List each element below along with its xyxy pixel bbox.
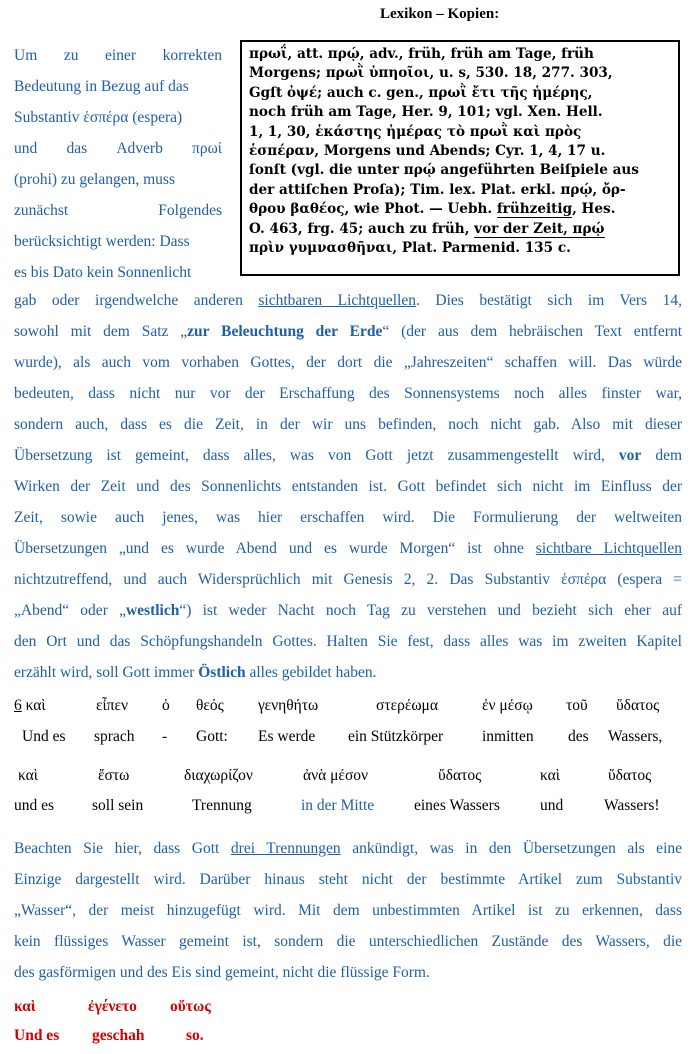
verse6-german-row-1 <box>0 728 699 752</box>
commentary-line: des gasförmigen und des Eis sind gemeint, nicht die flüssige Form. <box>14 964 430 981</box>
german-word: Und es <box>14 1027 60 1044</box>
verse-end-greek-row <box>0 998 699 1022</box>
intro-line-8: es bis Dato kein Sonnenlicht <box>14 264 192 281</box>
lexicon-line: 1, 1, 30, ἑκάστης ἡμέρας τὸ πρωῒ καὶ πρὸς <box>249 123 582 140</box>
page-header: Lexikon – Kopien: <box>380 6 500 22</box>
lexicon-excerpt <box>240 40 680 276</box>
lexicon-line: πρὶν γυμνασθῆναι, Plat. Parmenid. 135 c. <box>249 240 571 257</box>
verse6-greek-row-1 <box>0 697 699 721</box>
greek-word: ὕδατος <box>616 697 660 714</box>
main-line: Zeit, sowie auch jenes, was hier erschaffen wird. Die Formulierung der weltweiten <box>14 509 682 526</box>
lexicon-line: θρου βαθέος, wie Phot. — Uebh. frühzeitig, Hes. <box>249 201 616 218</box>
commentary-line: „Wasser“, der meist hinzugefügt wird. Mit dem unbestimmten Artikel ist zu erkennen, dass <box>14 902 682 919</box>
greek-word: ὁ <box>162 697 170 714</box>
greek-word: εἶπεν <box>96 697 129 714</box>
main-line: sondern auch, dass es die Zeit, in der wir uns befinden, noch nicht gab. Also mit dieser <box>14 416 682 433</box>
greek-word: διαχωρίζον <box>184 767 253 784</box>
lexicon-line: ſonſt (vgl. die unter πρῴ angeführten Beiſpiele aus <box>249 162 639 179</box>
greek-word: ἔστω <box>98 767 130 784</box>
german-word: inmitten <box>482 728 534 745</box>
german-word: des <box>568 728 589 745</box>
intro-line-2: Bedeutung in Bezug auf das <box>14 78 189 95</box>
german-word: in der Mitte <box>301 797 375 814</box>
main-line: den Ort und das Schöpfungshandeln Gottes. Halten Sie fest, dass alles was im zweiten Kapitel <box>14 633 682 650</box>
intro-line-1: Um zu einer korrekten <box>14 47 222 64</box>
main-line: gab oder irgendwelche anderen sichtbaren Lichtquellen. Dies bestätigt sich im Vers 14, <box>14 292 683 309</box>
commentary-line: Beachten Sie hier, dass Gott drei Trennungen ankündigt, was in den Übersetzungen als eine <box>14 840 682 857</box>
main-line: Wirken der Zeit und des Sonnenlichts entstanden ist. Gott befindet sich nicht im Einfluss der <box>14 478 682 495</box>
lexicon-line: Morgens; πρωῒ ὑπηοῖοι, u. s, 530. 18, 277. 303, <box>249 65 613 82</box>
lexicon-line: Ggſt ὀψέ; auch c. gen., πρωῒ ἔτι τῆς ἡμέρης, <box>249 84 593 101</box>
main-line: wurde), als auch vom vorhaben Gottes, der dort die „Jahreszeiten“ schaffen will. Das würde <box>14 354 682 371</box>
greek-word: καὶ <box>540 767 560 784</box>
commentary-paragraph <box>14 833 682 988</box>
greek-word: στερέωμα <box>376 697 438 714</box>
german-word: sprach <box>94 728 135 745</box>
greek-word: γενηθήτω <box>258 697 319 714</box>
lexicon-line: O. 463, frg. 45; auch zu früh, vor der Zeit, πρῴ <box>249 220 605 237</box>
german-word: geschah <box>92 1027 145 1044</box>
german-word: so. <box>186 1027 204 1044</box>
intro-line-6: zunächst Folgendes <box>14 202 222 219</box>
main-line: Übersetzung ist gemeint, dass alles, was von Gott jetzt zusammengestellt wird, vor dem <box>14 447 683 464</box>
greek-word: οὕτως <box>170 998 211 1015</box>
main-line: bedeuten, dass nicht nur vor der Erschaffung des Sonnensystems noch alles finster war, <box>14 385 682 402</box>
greek-word: τοῦ <box>566 697 588 714</box>
german-word: Wassers, <box>608 728 663 745</box>
lexicon-line: der attiſchen Proſa); Tim. lex. Plat. erkl. πρῴ, ὄρ- <box>249 181 626 198</box>
german-word: und <box>540 797 564 814</box>
greek-word: καὶ <box>18 767 38 784</box>
verse-number: 6 καὶ <box>14 697 46 714</box>
greek-word: ἀνὰ μέσον <box>303 767 369 784</box>
german-word: soll sein <box>92 797 144 814</box>
greek-word: ἐν μέσῳ <box>482 697 533 714</box>
german-word: eines Wassers <box>414 797 500 814</box>
intro-paragraph <box>14 40 222 288</box>
greek-word: θεός <box>196 697 224 714</box>
verse-end-german-row <box>0 1027 699 1051</box>
lexicon-line: ἑσπέραν, Morgens und Abends; Cyr. 1, 4, 17 u. <box>249 143 606 160</box>
main-paragraph <box>14 285 682 688</box>
verse6-greek-row-2 <box>0 767 699 791</box>
intro-line-7: berücksichtigt werden: Dass <box>14 233 190 250</box>
german-word: Und es <box>22 728 66 745</box>
lexicon-line: noch früh am Tage, Her. 9, 101; vgl. Xen. Hell. <box>249 104 603 121</box>
intro-line-3: Substantiv ἑσπέρα (espera) <box>14 109 183 126</box>
german-word: Es werde <box>258 728 316 745</box>
german-word: Trennung <box>192 797 252 814</box>
commentary-line: Einzige dargestellt wird. Darüber hinaus steht nicht der bestimmte Artikel zum Substantiv <box>14 871 682 888</box>
greek-word: ὕδατος <box>608 767 652 784</box>
german-word: ein Stützkörper <box>348 728 444 745</box>
intro-line-5: (prohi) zu gelangen, muss <box>14 171 175 188</box>
lexicon-line: πρωΐ, att. πρῴ, adv., früh, früh am Tage, früh <box>249 46 594 62</box>
link-drei-trennungen: drei Trennungen <box>230 840 341 857</box>
verse6-german-row-2 <box>0 797 699 821</box>
main-line: erzählt wird, soll Gott immer Östlich alles gebildet haben. <box>14 664 377 681</box>
link-sichtbaren-lichtquellen: sichtbaren Lichtquellen <box>258 292 416 309</box>
intro-line-4: und das Adverb πρωί <box>14 140 222 157</box>
commentary-line: kein flüssiges Wasser gemeint ist, sondern die unterschiedlichen Zustände des Wassers, die <box>14 933 682 950</box>
main-line: „Abend“ oder „westlich“) ist weder Nacht noch Tag zu verstehen und bezieht sich eher auf <box>14 602 682 619</box>
german-word: - <box>162 728 168 745</box>
main-line: Übersetzungen „und es wurde Abend und es wurde Morgen“ ist ohne sichtbare Lichtquellen <box>14 540 682 557</box>
main-line: nichtzutreffend, und auch Widersprüchlich mit Genesis 2, 2. Das Substantiv ἑσπέρα (espera = <box>14 571 682 588</box>
greek-word: ὕδατος <box>438 767 482 784</box>
link-sichtbare-lichtquellen: sichtbare Lichtquellen <box>535 540 682 557</box>
greek-word: ἐγένετο <box>88 998 137 1015</box>
german-word: Gott: <box>196 728 228 745</box>
main-line: sowohl mit dem Satz „zur Beleuchtung der Erde“ (der aus dem hebräischen Text entfernt <box>14 323 683 340</box>
german-word: Wassers! <box>604 797 660 814</box>
german-word: und es <box>14 797 55 814</box>
greek-word: καὶ <box>14 998 36 1015</box>
